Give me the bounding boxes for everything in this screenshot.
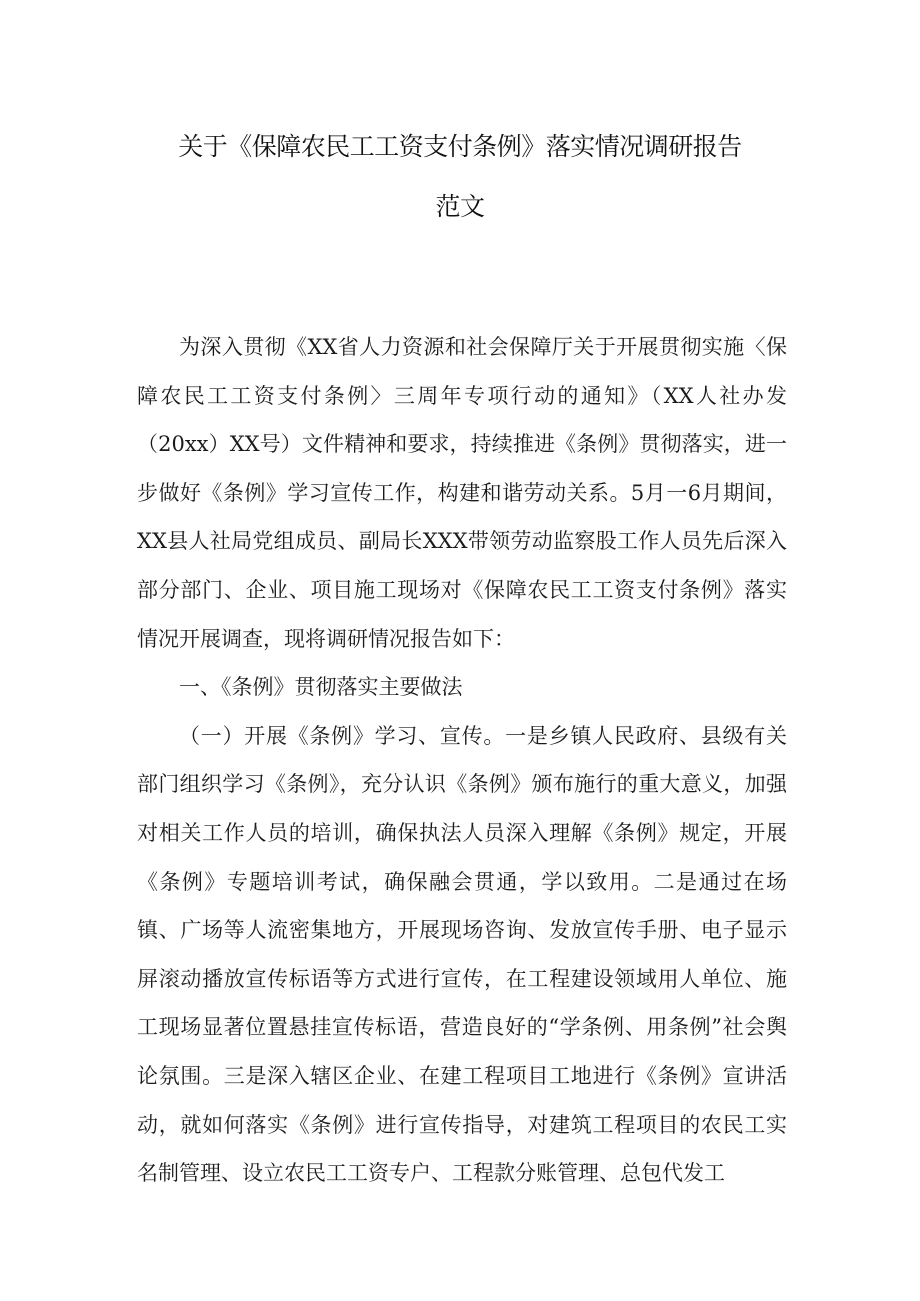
document-title-continued: 范文 xyxy=(435,192,485,221)
document-body xyxy=(137,323,787,1198)
intro-paragraph: 为深入贯彻《XX省人力资源和社会保障厅关于开展贯彻实施〈保障农民工工资支付条例〉三周年专项行动的通知》（XX人社办发（20xx）XX号）文件精神和要求，持续推进《条例》贯彻落实，进一步做好《条例》学习宣传工作，构建和谐劳动关系。5月一6月期间，XX县人社局党组成员、副局长XXX带领劳动监察股工作人员先后深入部分部门、企业、项目施工现场对《保障农民工工资支付条例》落实情况开展调查，现将调研情况报告如下： xyxy=(137,335,787,651)
section-heading: 一、《条例》贯彻落实主要做法 xyxy=(179,675,463,700)
subsection-paragraph: （一）开展《条例》学习、宣传。一是乡镇人民政府、县级有关部门组织学习《条例》，充分认识《条例》颁布施行的重大意义，加强对相关工作人员的培训，确保执法人员深入理解《条例》规定，开展《条例》专题培训考试，确保融会贯通，学以致用。二是通过在场镇、广场等人流密集地方，开展现场咨询、发放宣传手册、电子显示屏滚动播放宣传标语等方式进行宣传，在工程建设领域用人单位、施工现场显著位置悬挂宣传标语，营造良好的“学条例、用条例”社会舆论氛围。三是深入辖区企业、在建工程项目工地进行《条例》宣讲活动，就如何落实《条例》进行宣传指导，对建筑工程项目的农民工实名制管理、设立农民工工资专户、工程款分账管理、总包代发工 xyxy=(137,723,787,1186)
document-title: 关于《保障农民工工资支付条例》落实情况调研报告 xyxy=(178,132,742,161)
